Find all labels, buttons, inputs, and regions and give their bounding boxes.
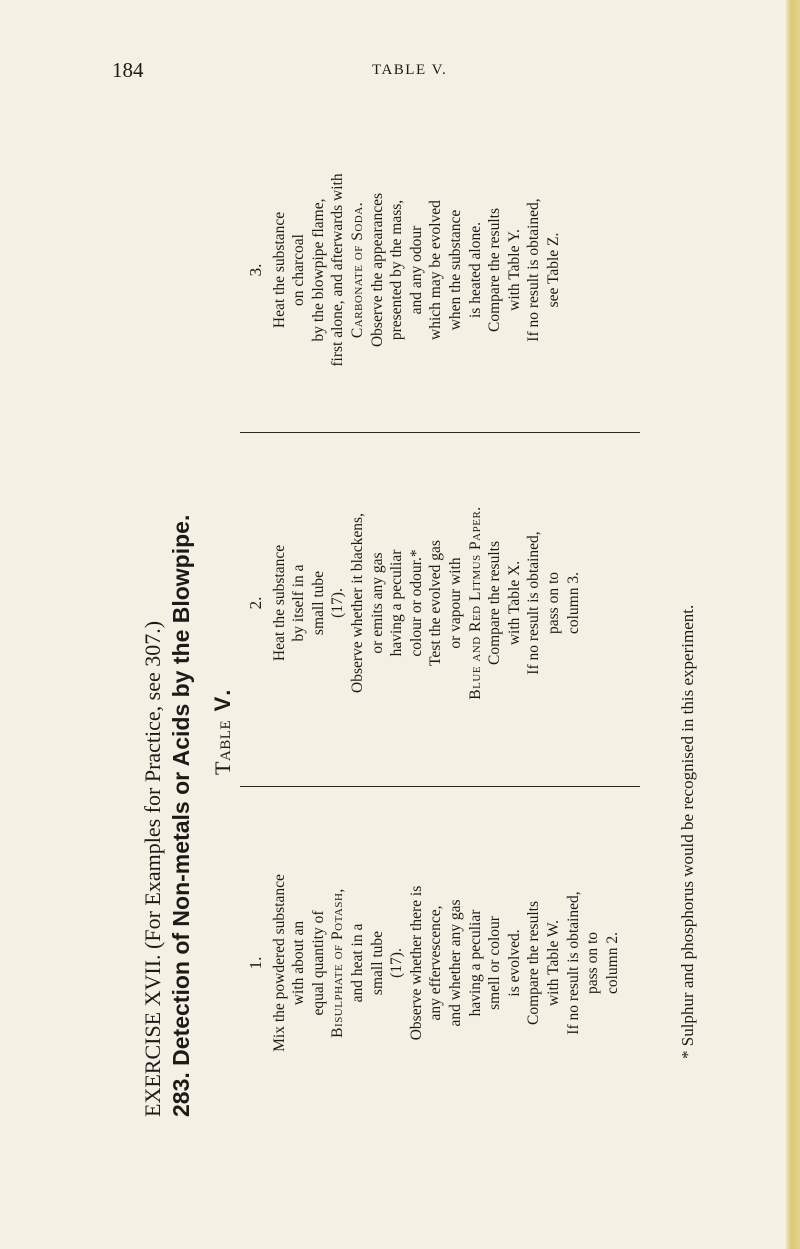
column-2-line: by itself in a — [290, 564, 308, 642]
column-1-line: small tube — [368, 930, 386, 996]
column-3-line: Compare the results — [486, 208, 504, 332]
column-1-line: Compare the results — [525, 901, 543, 1025]
column-2-line: having a peculiar — [388, 549, 406, 657]
column-3-line: presented by the mass, — [388, 199, 406, 341]
column-2-line: colour or odour.* — [407, 549, 425, 657]
running-head: TABLE V. — [372, 62, 448, 78]
column-divider — [240, 786, 640, 787]
column-3-number: 3. — [246, 263, 265, 277]
column-3-line: with Table Y. — [505, 229, 523, 311]
column-2-line: Test the evolved gas — [427, 540, 445, 666]
column-2-line: If no result is obtained, — [525, 531, 543, 675]
column-1-line: pass on to — [584, 932, 602, 994]
table-label — [210, 687, 236, 775]
column-2-line: or vapour with — [446, 557, 464, 649]
column-2-line: Heat the substance — [270, 544, 288, 662]
column-2-line: Observe whether it blackens, — [348, 513, 366, 693]
column-3-line: is heated alone. — [466, 222, 484, 318]
rotated-table-page — [140, 125, 700, 1125]
table-label-word: Table — [210, 719, 235, 775]
column-3-line: and any odour — [407, 225, 425, 315]
column-1-line: If no result is obtained, — [564, 891, 582, 1035]
column-1-line: is evolved. — [505, 929, 523, 997]
column-2-line: Blue and Red Litmus Paper. — [466, 506, 484, 700]
exercise-title: EXERCISE XVII. (For Examples for Practice, see 307.) — [140, 620, 165, 1117]
table-label-number: V. — [210, 686, 235, 712]
column-1-line: Mix the powdered substance — [270, 874, 288, 1052]
column-3-line: when the substance — [446, 209, 464, 331]
column-3-line: see Table Z. — [544, 232, 562, 308]
column-1-line: any effervescence, — [427, 905, 445, 1021]
column-1-line: Observe whether there is — [407, 885, 425, 1041]
column-2-line: with Table X. — [505, 560, 523, 646]
column-1-line: smell or colour — [486, 916, 504, 1010]
scan-page-edge — [786, 0, 800, 1249]
column-divider — [240, 432, 640, 433]
section-title: 283. Detection of Non-metals or Acids by the Blowpipe. — [168, 514, 194, 1117]
column-1-line: and heat in a — [348, 923, 366, 1003]
column-3-line: Heat the substance — [270, 211, 288, 329]
column-3-line: Carbonate of Soda. — [348, 201, 366, 339]
column-2-line: or emits any gas — [368, 552, 386, 654]
column-2-line: Compare the results — [486, 541, 504, 665]
column-2-line: small tube — [309, 570, 327, 636]
column-1-line: having a peculiar — [466, 909, 484, 1017]
column-1-line: with Table W. — [544, 919, 562, 1007]
table-column-1 — [246, 813, 646, 1113]
column-1-line: Bisulphate of Potash, — [329, 888, 347, 1038]
table-column-3 — [246, 120, 646, 420]
column-3-line: first alone, and afterwards with — [329, 173, 347, 367]
column-3-line: which may be evolved — [427, 200, 445, 340]
page-number: 184 — [112, 58, 144, 82]
column-1-line: equal quantity of — [309, 910, 327, 1016]
column-3-line: by the blowpipe flame, — [309, 198, 327, 342]
column-3-line: on charcoal — [290, 234, 308, 306]
column-2-line: (17). — [329, 588, 347, 618]
column-1-number: 1. — [246, 956, 265, 970]
column-3-line: Observe the appearances — [368, 192, 386, 348]
column-1-line: with about an — [290, 920, 308, 1006]
column-1-line: and whether any gas — [446, 899, 464, 1027]
column-1-line: (17). — [388, 948, 406, 978]
column-3-line: If no result is obtained, — [525, 198, 543, 342]
column-1-line: column 2. — [603, 932, 621, 994]
footnote: * Sulphur and phosphorus would be recognised in this experiment. — [678, 604, 697, 1059]
column-2-line: column 3. — [564, 572, 582, 634]
table-column-2 — [246, 453, 646, 753]
column-2-line: pass on to — [544, 572, 562, 634]
column-2-number: 2. — [246, 596, 265, 610]
